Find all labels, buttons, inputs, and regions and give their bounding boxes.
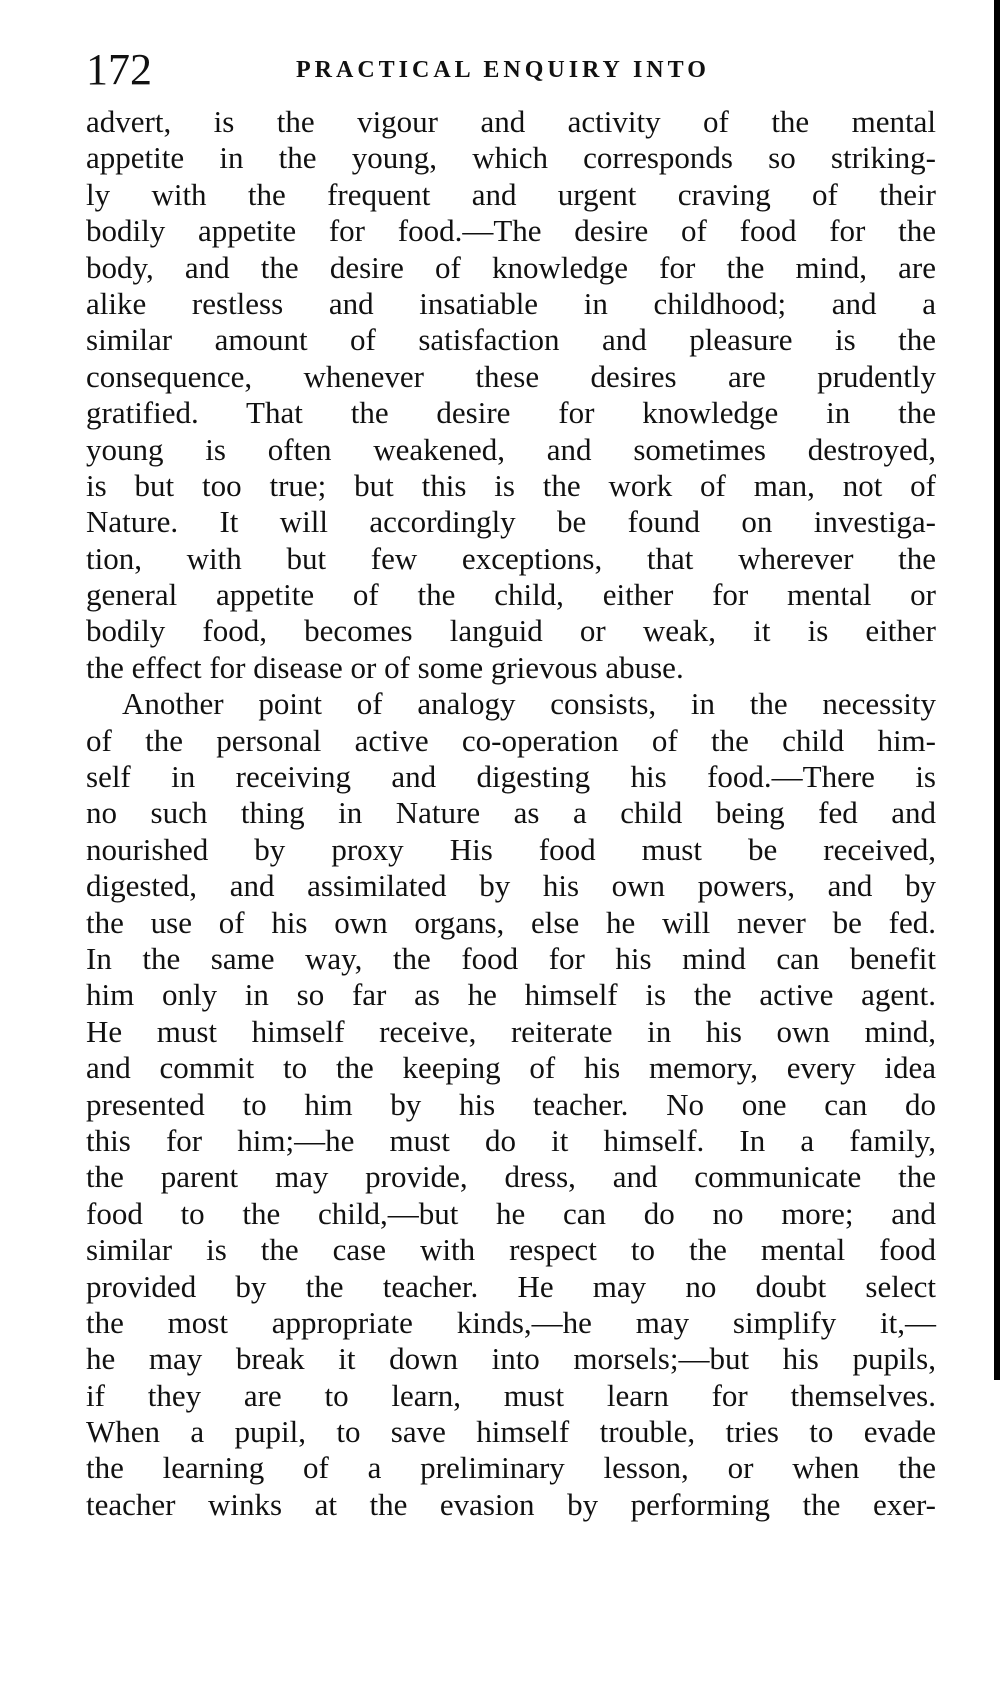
text-line: consequence, whenever these desires are prudently <box>86 358 936 394</box>
text-line: teacher winks at the evasion by performing the exer- <box>86 1486 936 1522</box>
text-line: self in receiving and digesting his food.—There is <box>86 759 936 795</box>
text-line: the most appropriate kinds,—he may simplify it,— <box>86 1304 936 1340</box>
text-line: When a pupil, to save himself trouble, tries to evade <box>86 1414 936 1450</box>
running-title: PRACTICAL ENQUIRY INTO <box>296 57 710 83</box>
text-line: the effect for disease or of some grievous abuse. <box>86 649 684 685</box>
text-line: tion, with but few exceptions, that wherever the <box>86 540 936 576</box>
text-line: ly with the frequent and urgent craving of their <box>86 176 936 212</box>
text-line: the parent may provide, dress, and communicate the <box>86 1159 936 1195</box>
text-line: provided by the teacher. He may no doubt select <box>86 1268 936 1304</box>
text-line: presented to him by his teacher. No one can do <box>86 1086 936 1122</box>
text-line: nourished by proxy His food must be received, <box>86 831 936 867</box>
scan-edge-mark <box>994 1138 1000 1162</box>
text-line: this for him;—he must do it himself. In a family, <box>86 1122 936 1158</box>
text-line: appetite in the young, which corresponds so striking- <box>86 140 936 176</box>
text-line: bodily appetite for food.—The desire of food for the <box>86 213 936 249</box>
scan-edge-mark <box>994 0 1000 1380</box>
text-line: if they are to learn, must learn for themselves. <box>86 1377 936 1413</box>
text-line: Another point of analogy consists, in the necessity <box>122 686 936 722</box>
text-line: bodily food, becomes languid or weak, it is either <box>86 613 936 649</box>
text-line: similar is the case with respect to the mental food <box>86 1232 936 1268</box>
scan-edge-mark <box>996 1290 1000 1304</box>
body-text <box>86 104 936 1523</box>
text-line: He must himself receive, reiterate in his own mind, <box>86 1013 936 1049</box>
text-line: the use of his own organs, else he will never be fed. <box>86 904 936 940</box>
text-line: general appetite of the child, either for mental or <box>86 577 936 613</box>
page-header <box>86 40 936 100</box>
text-line: digested, and assimilated by his own powers, and by <box>86 868 936 904</box>
text-line: and commit to the keeping of his memory, every idea <box>86 1050 936 1086</box>
text-line: alike restless and insatiable in childhood; and a <box>86 285 936 321</box>
text-line: of the personal active co-operation of the child him- <box>86 722 936 758</box>
text-line: Nature. It will accordingly be found on investiga- <box>86 504 936 540</box>
text-line: advert, is the vigour and activity of the mental <box>86 104 936 139</box>
text-line: he may break it down into morsels;—but his pupils, <box>86 1341 936 1377</box>
text-line: gratified. That the desire for knowledge in the <box>86 395 936 431</box>
page-number: 172 <box>86 45 152 94</box>
text-line: him only in so far as he himself is the active agent. <box>86 977 936 1013</box>
text-line: body, and the desire of knowledge for the mind, are <box>86 249 936 285</box>
text-line: In the same way, the food for his mind can benefit <box>86 940 936 976</box>
text-line: the learning of a preliminary lesson, or when the <box>86 1450 936 1486</box>
text-line: similar amount of satisfaction and pleasure is the <box>86 322 936 358</box>
text-line: food to the child,—but he can do no more; and <box>86 1195 936 1231</box>
text-line: young is often weakened, and sometimes destroyed, <box>86 431 936 467</box>
text-line: is but too true; but this is the work of man, not of <box>86 467 936 503</box>
text-line: no such thing in Nature as a child being fed and <box>86 795 936 831</box>
